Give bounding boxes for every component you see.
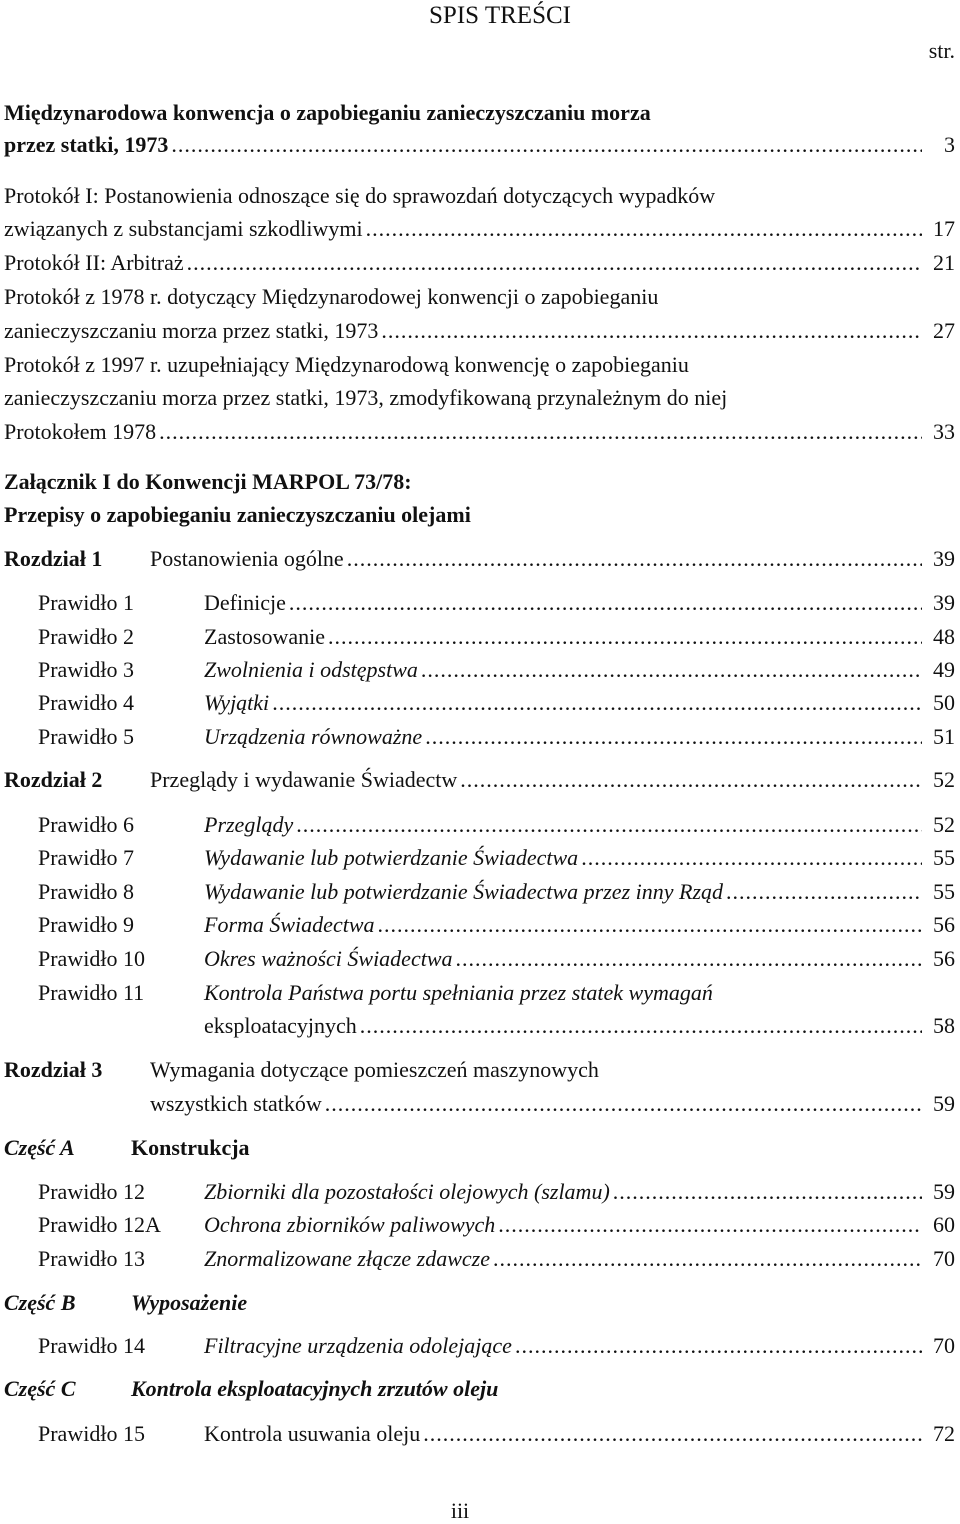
toc-protocol-2-page: 21 (933, 250, 955, 275)
toc-rule-entry[interactable] (204, 1421, 922, 1447)
toc-rule-title: Kontrola usuwania oleju (204, 1421, 421, 1446)
toc-rule-11-line2: eksploatacyjnych (204, 1013, 357, 1038)
toc-rule-label: Prawidło 15 (38, 1421, 145, 1446)
toc-protocol-1997-line3: Protokołem 1978 (4, 419, 157, 444)
toc-rule-page: 49 (933, 657, 955, 682)
toc-rule-page: 60 (933, 1212, 955, 1237)
toc-rule-label: Prawidło 12 (38, 1179, 145, 1204)
toc-rule-label: Prawidło 9 (38, 912, 134, 937)
toc-protocol-1-line1: Protokół I: Postanowienia odnoszące się do sprawozdań dotyczących wypadków (4, 183, 716, 208)
toc-protocol-1997-line1: Protokół z 1997 r. uzupełniający Międzynarodową konwencję o zapobieganiu (4, 352, 689, 377)
toc-protocol-2-title: Protokół II: Arbitraż (4, 250, 184, 275)
toc-part-c-label: Część C (4, 1376, 76, 1401)
toc-rule-title: Urządzenia równoważne (204, 724, 423, 749)
toc-rule-page: 56 (933, 946, 955, 971)
toc-rule-entry[interactable] (204, 657, 922, 683)
toc-rule-title: Definicje (204, 590, 286, 615)
toc-annex-line2: Przepisy o zapobieganiu zanieczyszczaniu olejami (4, 502, 471, 527)
toc-rule-label: Prawidło 7 (38, 845, 134, 870)
toc-protocol-1997-entry[interactable] (4, 419, 922, 445)
toc-rule-title: Forma Świadectwa (204, 912, 375, 937)
toc-chapter-1-entry[interactable] (150, 546, 922, 572)
toc-rule-11-line1: Kontrola Państwa portu spełniania przez statek wymagań (204, 980, 713, 1005)
toc-rule-label: Prawidło 8 (38, 879, 134, 904)
toc-rule-entry[interactable] (204, 1246, 922, 1272)
toc-rule-label: Prawidło 12A (38, 1212, 161, 1237)
toc-rule-page: 50 (933, 690, 955, 715)
toc-rule-entry[interactable] (204, 624, 922, 650)
toc-chapter-2-page: 52 (933, 767, 955, 792)
toc-rule-page: 55 (933, 845, 955, 870)
toc-rule-label: Prawidło 4 (38, 690, 134, 715)
toc-part-b-title: Wyposażenie (131, 1290, 248, 1315)
toc-chapter-2-entry[interactable] (150, 767, 922, 793)
toc-rule-11-entry[interactable] (204, 1013, 922, 1039)
toc-rule-title: Wyjątki (204, 690, 270, 715)
toc-protocol-1978-line1: Protokół z 1978 r. dotyczący Międzynarodowej konwencji o zapobieganiu (4, 284, 659, 309)
toc-rule-label: Prawidło 6 (38, 812, 134, 837)
toc-rule-11-page: 58 (933, 1013, 955, 1038)
toc-rule-entry[interactable] (204, 812, 922, 838)
toc-chapter-3-line2: wszystkich statków (150, 1091, 322, 1116)
toc-protocol-2-entry[interactable] (4, 250, 922, 276)
toc-rule-title: Wydawanie lub potwierdzanie Świadectwa (204, 845, 579, 870)
toc-annex-line1: Załącznik I do Konwencji MARPOL 73/78: (4, 469, 412, 494)
toc-protocol-1997-line2: zanieczyszczaniu morza przez statki, 1973, zmodyfikowaną przynależnym do niej (4, 385, 728, 410)
toc-rule-label: Prawidło 10 (38, 946, 145, 971)
toc-protocol-1-page: 17 (933, 216, 955, 241)
toc-chapter-1-label: Rozdział 1 (4, 546, 103, 571)
toc-protocol-1997-page: 33 (933, 419, 955, 444)
toc-rule-entry[interactable] (204, 845, 922, 871)
toc-chapter-2-title: Przeglądy i wydawanie Świadectw (150, 767, 458, 792)
toc-protocol-1978-line2: zanieczyszczaniu morza przez statki, 1973 (4, 318, 379, 343)
toc-rule-entry[interactable] (204, 946, 922, 972)
toc-rule-page: 55 (933, 879, 955, 904)
toc-chapter-3-entry[interactable] (150, 1091, 922, 1117)
toc-rule-label: Prawidło 3 (38, 657, 134, 682)
toc-rule-entry[interactable] (204, 1212, 922, 1238)
toc-rule-entry[interactable] (204, 1333, 922, 1359)
toc-convention-line2: przez statki, 1973 (4, 132, 169, 157)
toc-chapter-1-title: Postanowienia ogólne (150, 546, 344, 571)
toc-rule-entry[interactable] (204, 690, 922, 716)
toc-part-b-label: Część B (4, 1290, 76, 1315)
toc-rule-label: Prawidło 14 (38, 1333, 145, 1358)
toc-chapter-2-label: Rozdział 2 (4, 767, 103, 792)
toc-rule-page: 70 (933, 1246, 955, 1271)
toc-rule-page: 56 (933, 912, 955, 937)
toc-rule-title: Zwolnienia i odstępstwa (204, 657, 418, 682)
toc-part-a-label: Część A (4, 1135, 75, 1160)
toc-rule-page: 70 (933, 1333, 955, 1358)
toc-protocol-1-entry[interactable] (4, 216, 922, 242)
toc-rule-entry[interactable] (204, 1179, 922, 1205)
page-number: iii (450, 1498, 470, 1523)
toc-rule-title: Ochrona zbiorników paliwowych (204, 1212, 496, 1237)
toc-chapter-3-page: 59 (933, 1091, 955, 1116)
toc-convention-entry[interactable] (4, 132, 922, 158)
toc-rule-entry[interactable] (204, 912, 922, 938)
toc-rule-title: Filtracyjne urządzenia odolejające (204, 1333, 512, 1358)
toc-protocol-1978-page: 27 (933, 318, 955, 343)
toc-rule-label: Prawidło 2 (38, 624, 134, 649)
toc-chapter-3-line1: Wymagania dotyczące pomieszczeń maszynowych (150, 1057, 599, 1082)
toc-rule-label: Prawidło 1 (38, 590, 134, 615)
toc-rule-11-label: Prawidło 11 (38, 980, 145, 1005)
page-title: SPIS TREŚCI (429, 2, 571, 29)
toc-rule-page: 59 (933, 1179, 955, 1204)
toc-rule-page: 52 (933, 812, 955, 837)
page-column-label: str. (928, 38, 955, 63)
toc-rule-page: 48 (933, 624, 955, 649)
toc-rule-title: Zastosowanie (204, 624, 325, 649)
toc-rule-label: Prawidło 13 (38, 1246, 145, 1271)
toc-part-c-title: Kontrola eksploatacyjnych zrzutów oleju (131, 1376, 499, 1401)
toc-rule-page: 39 (933, 590, 955, 615)
toc-convention-line1: Międzynarodowa konwencja o zapobieganiu zanieczyszczaniu morza (4, 100, 651, 125)
toc-chapter-3-label: Rozdział 3 (4, 1057, 103, 1082)
toc-convention-page: 3 (944, 132, 955, 157)
toc-rule-title: Przeglądy (204, 812, 294, 837)
toc-chapter-1-page: 39 (933, 546, 955, 571)
toc-rule-entry[interactable] (204, 724, 922, 750)
toc-protocol-1-line2: związanych z substancjami szkodliwymi (4, 216, 363, 241)
toc-rule-entry[interactable] (204, 879, 922, 905)
toc-rule-title: Znormalizowane złącze zdawcze (204, 1246, 490, 1271)
toc-rule-title: Zbiorniki dla pozostałości olejowych (szlamu) (204, 1179, 610, 1204)
toc-rule-entry[interactable] (204, 590, 922, 616)
toc-rule-page: 51 (933, 724, 955, 749)
toc-protocol-1978-entry[interactable] (4, 318, 922, 344)
toc-rule-title: Okres ważności Świadectwa (204, 946, 453, 971)
toc-rule-page: 72 (933, 1421, 955, 1446)
toc-part-a-title: Konstrukcja (131, 1135, 250, 1160)
toc-rule-title: Wydawanie lub potwierdzanie Świadectwa przez inny Rząd (204, 879, 724, 904)
toc-rule-label: Prawidło 5 (38, 724, 134, 749)
